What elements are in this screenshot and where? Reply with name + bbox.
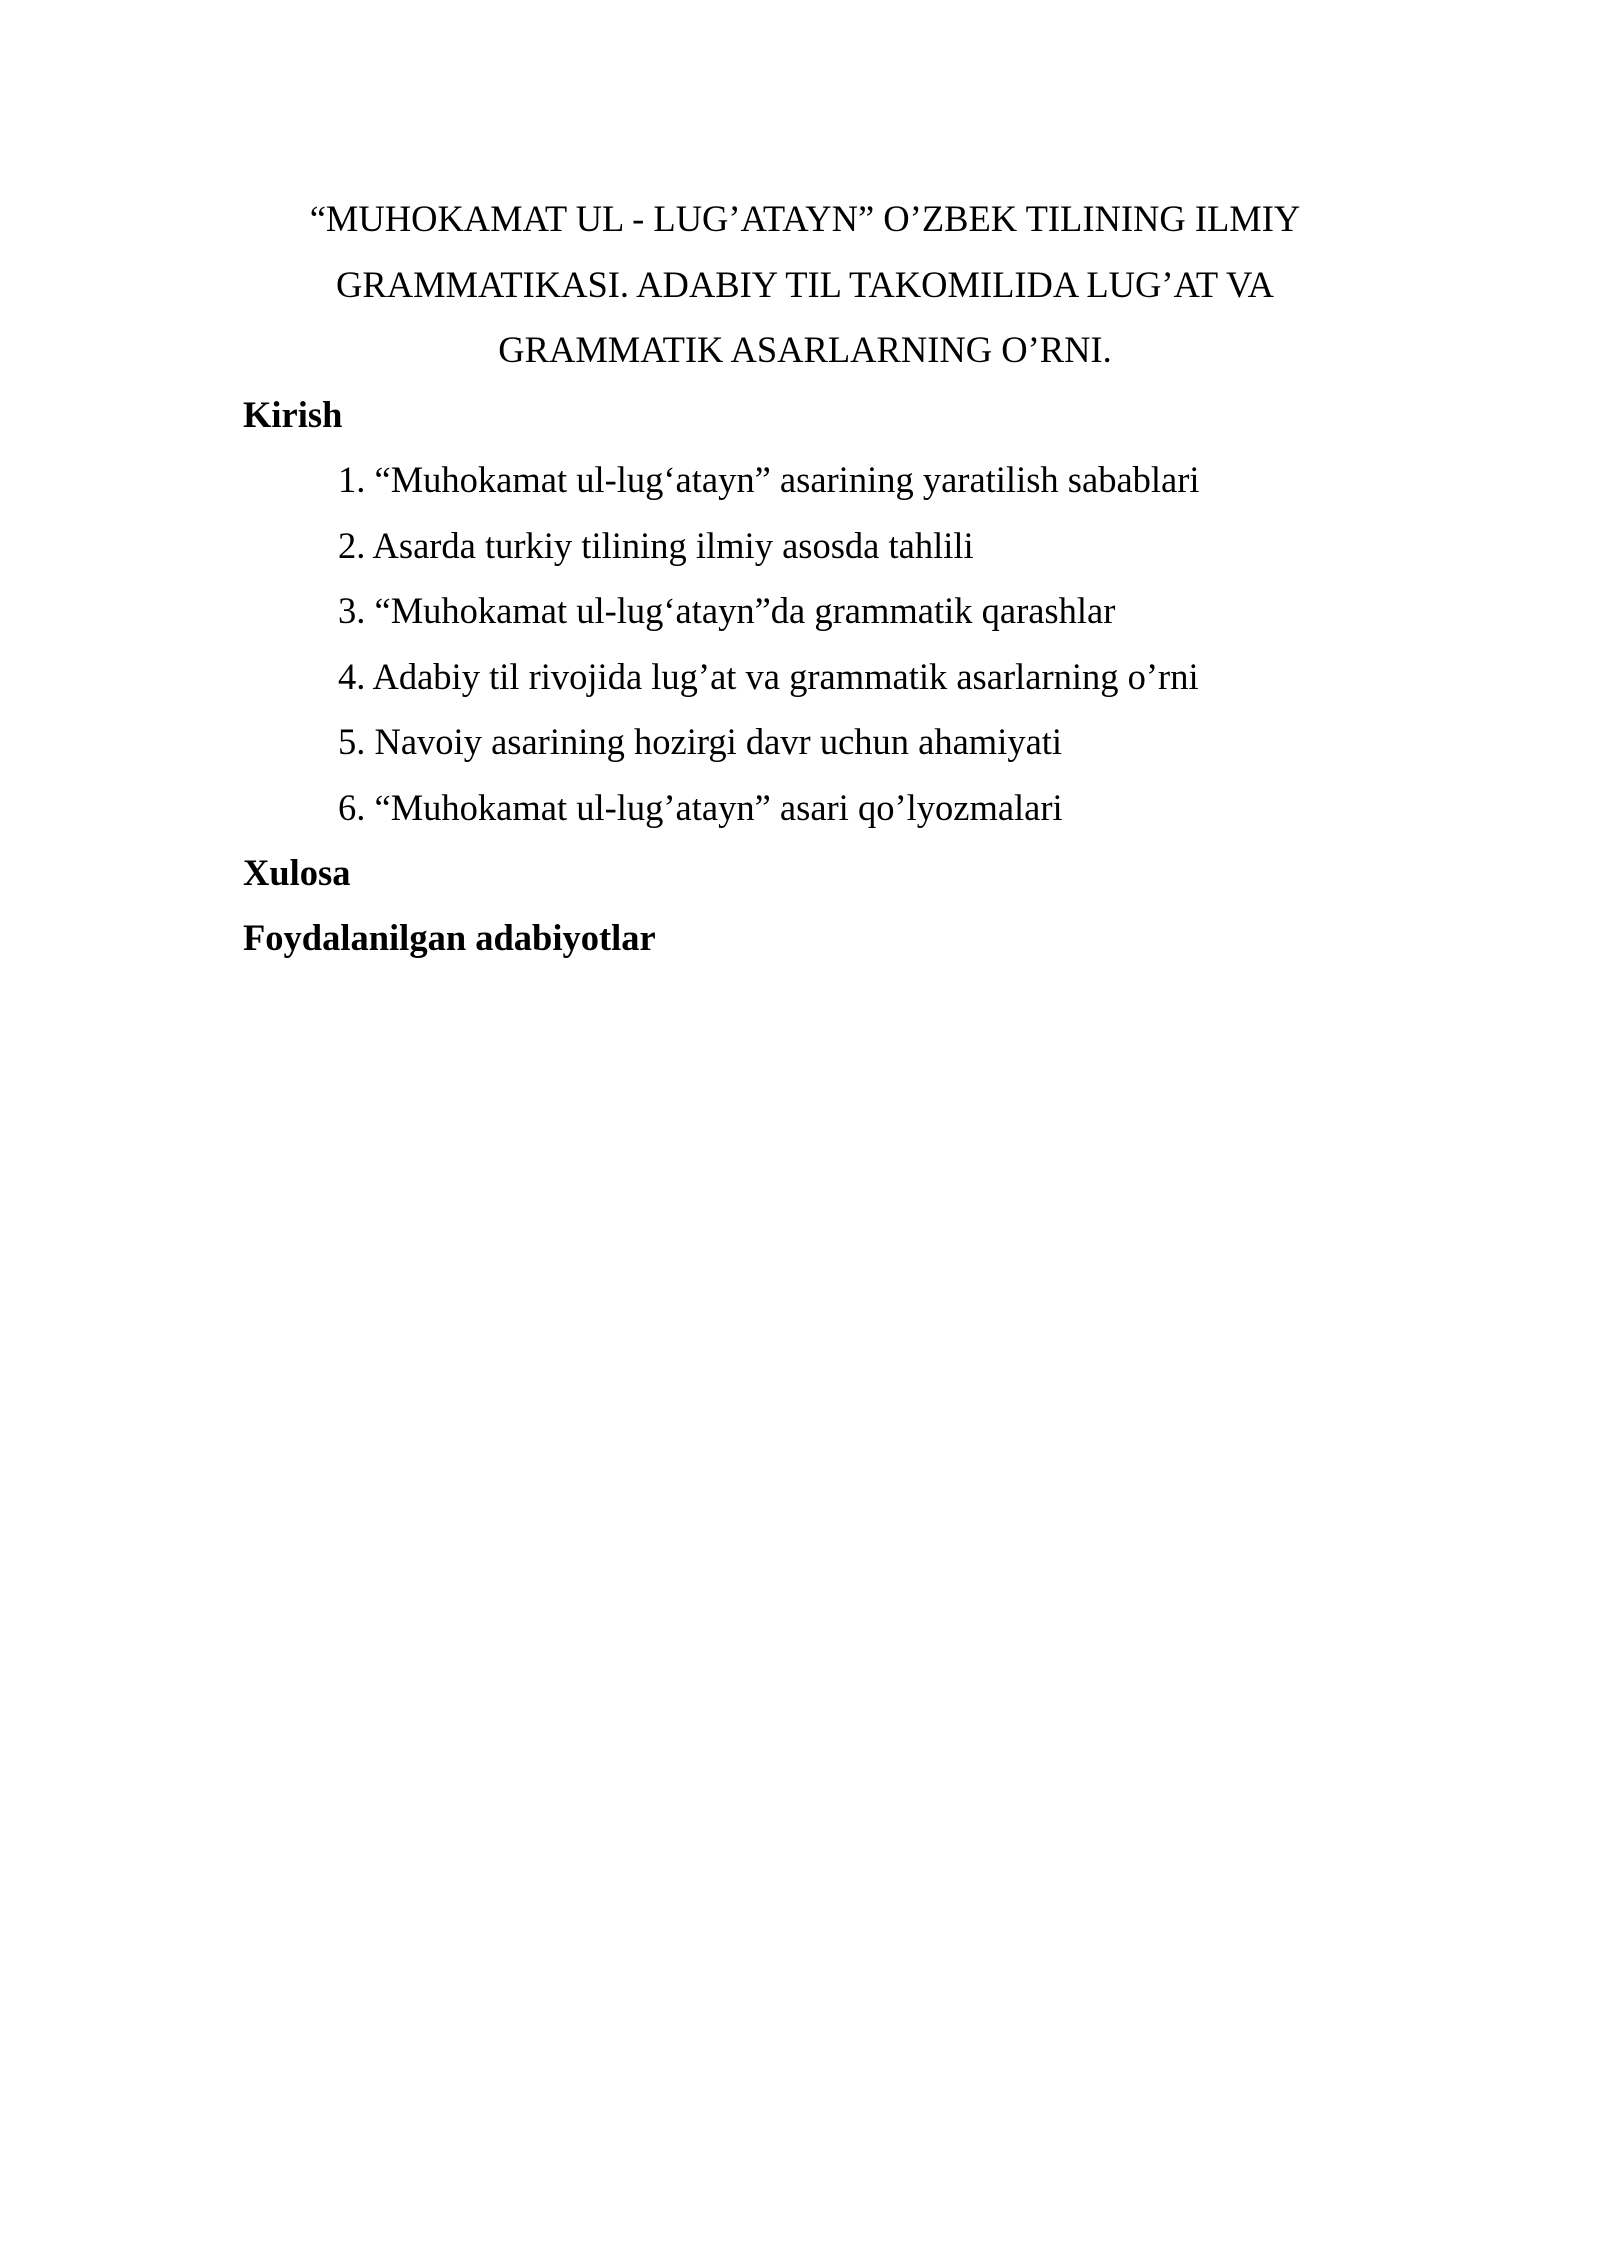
title-line-1: “MUHOKAMAT UL - LUG’ATAYN” O’ZBEK TILINING ILMIY xyxy=(309,198,1301,239)
item-number: 5. xyxy=(338,721,366,762)
list-item xyxy=(338,644,1200,710)
item-number: 4. xyxy=(338,655,366,697)
intro-heading: Kirish xyxy=(243,394,343,435)
title-line-3: GRAMMATIK ASARLARNING O’RNI. xyxy=(498,329,1112,370)
conclusion-heading: Xulosa xyxy=(243,852,351,893)
item-number: 3. xyxy=(338,590,366,631)
item-text: “Muhokamat ul-lug‘atayn”da grammatik qarashlar xyxy=(374,590,1116,631)
item-text: Navoiy asarining hozirgi davr uchun ahamiyati xyxy=(374,721,1063,762)
item-text: Adabiy til rivojida lug’at va grammatik asarlarning o’rni xyxy=(372,655,1199,697)
title-line-2: GRAMMATIKASI. ADABIY TIL TAKOMILIDA LUG’AT VA xyxy=(336,263,1274,305)
item-text: “Muhokamat ul-lug’atayn” asari qo’lyozmalari xyxy=(374,786,1063,828)
document-title xyxy=(240,186,1370,383)
item-number: 6. xyxy=(338,786,366,828)
item-number: 2. xyxy=(338,524,366,566)
item-text: Asarda turkiy tilining ilmiy asosda tahlili xyxy=(372,524,974,566)
list-item xyxy=(338,578,1200,644)
contents-list xyxy=(338,447,1200,840)
list-item xyxy=(338,709,1200,775)
list-item xyxy=(338,513,1200,579)
references-heading: Foydalanilgan adabiyotlar xyxy=(243,917,656,958)
item-number: 1. xyxy=(338,459,366,500)
list-item xyxy=(338,447,1200,513)
item-text: “Muhokamat ul-lug‘atayn” asarining yaratilish sabablari xyxy=(374,459,1200,500)
list-item xyxy=(338,775,1200,841)
